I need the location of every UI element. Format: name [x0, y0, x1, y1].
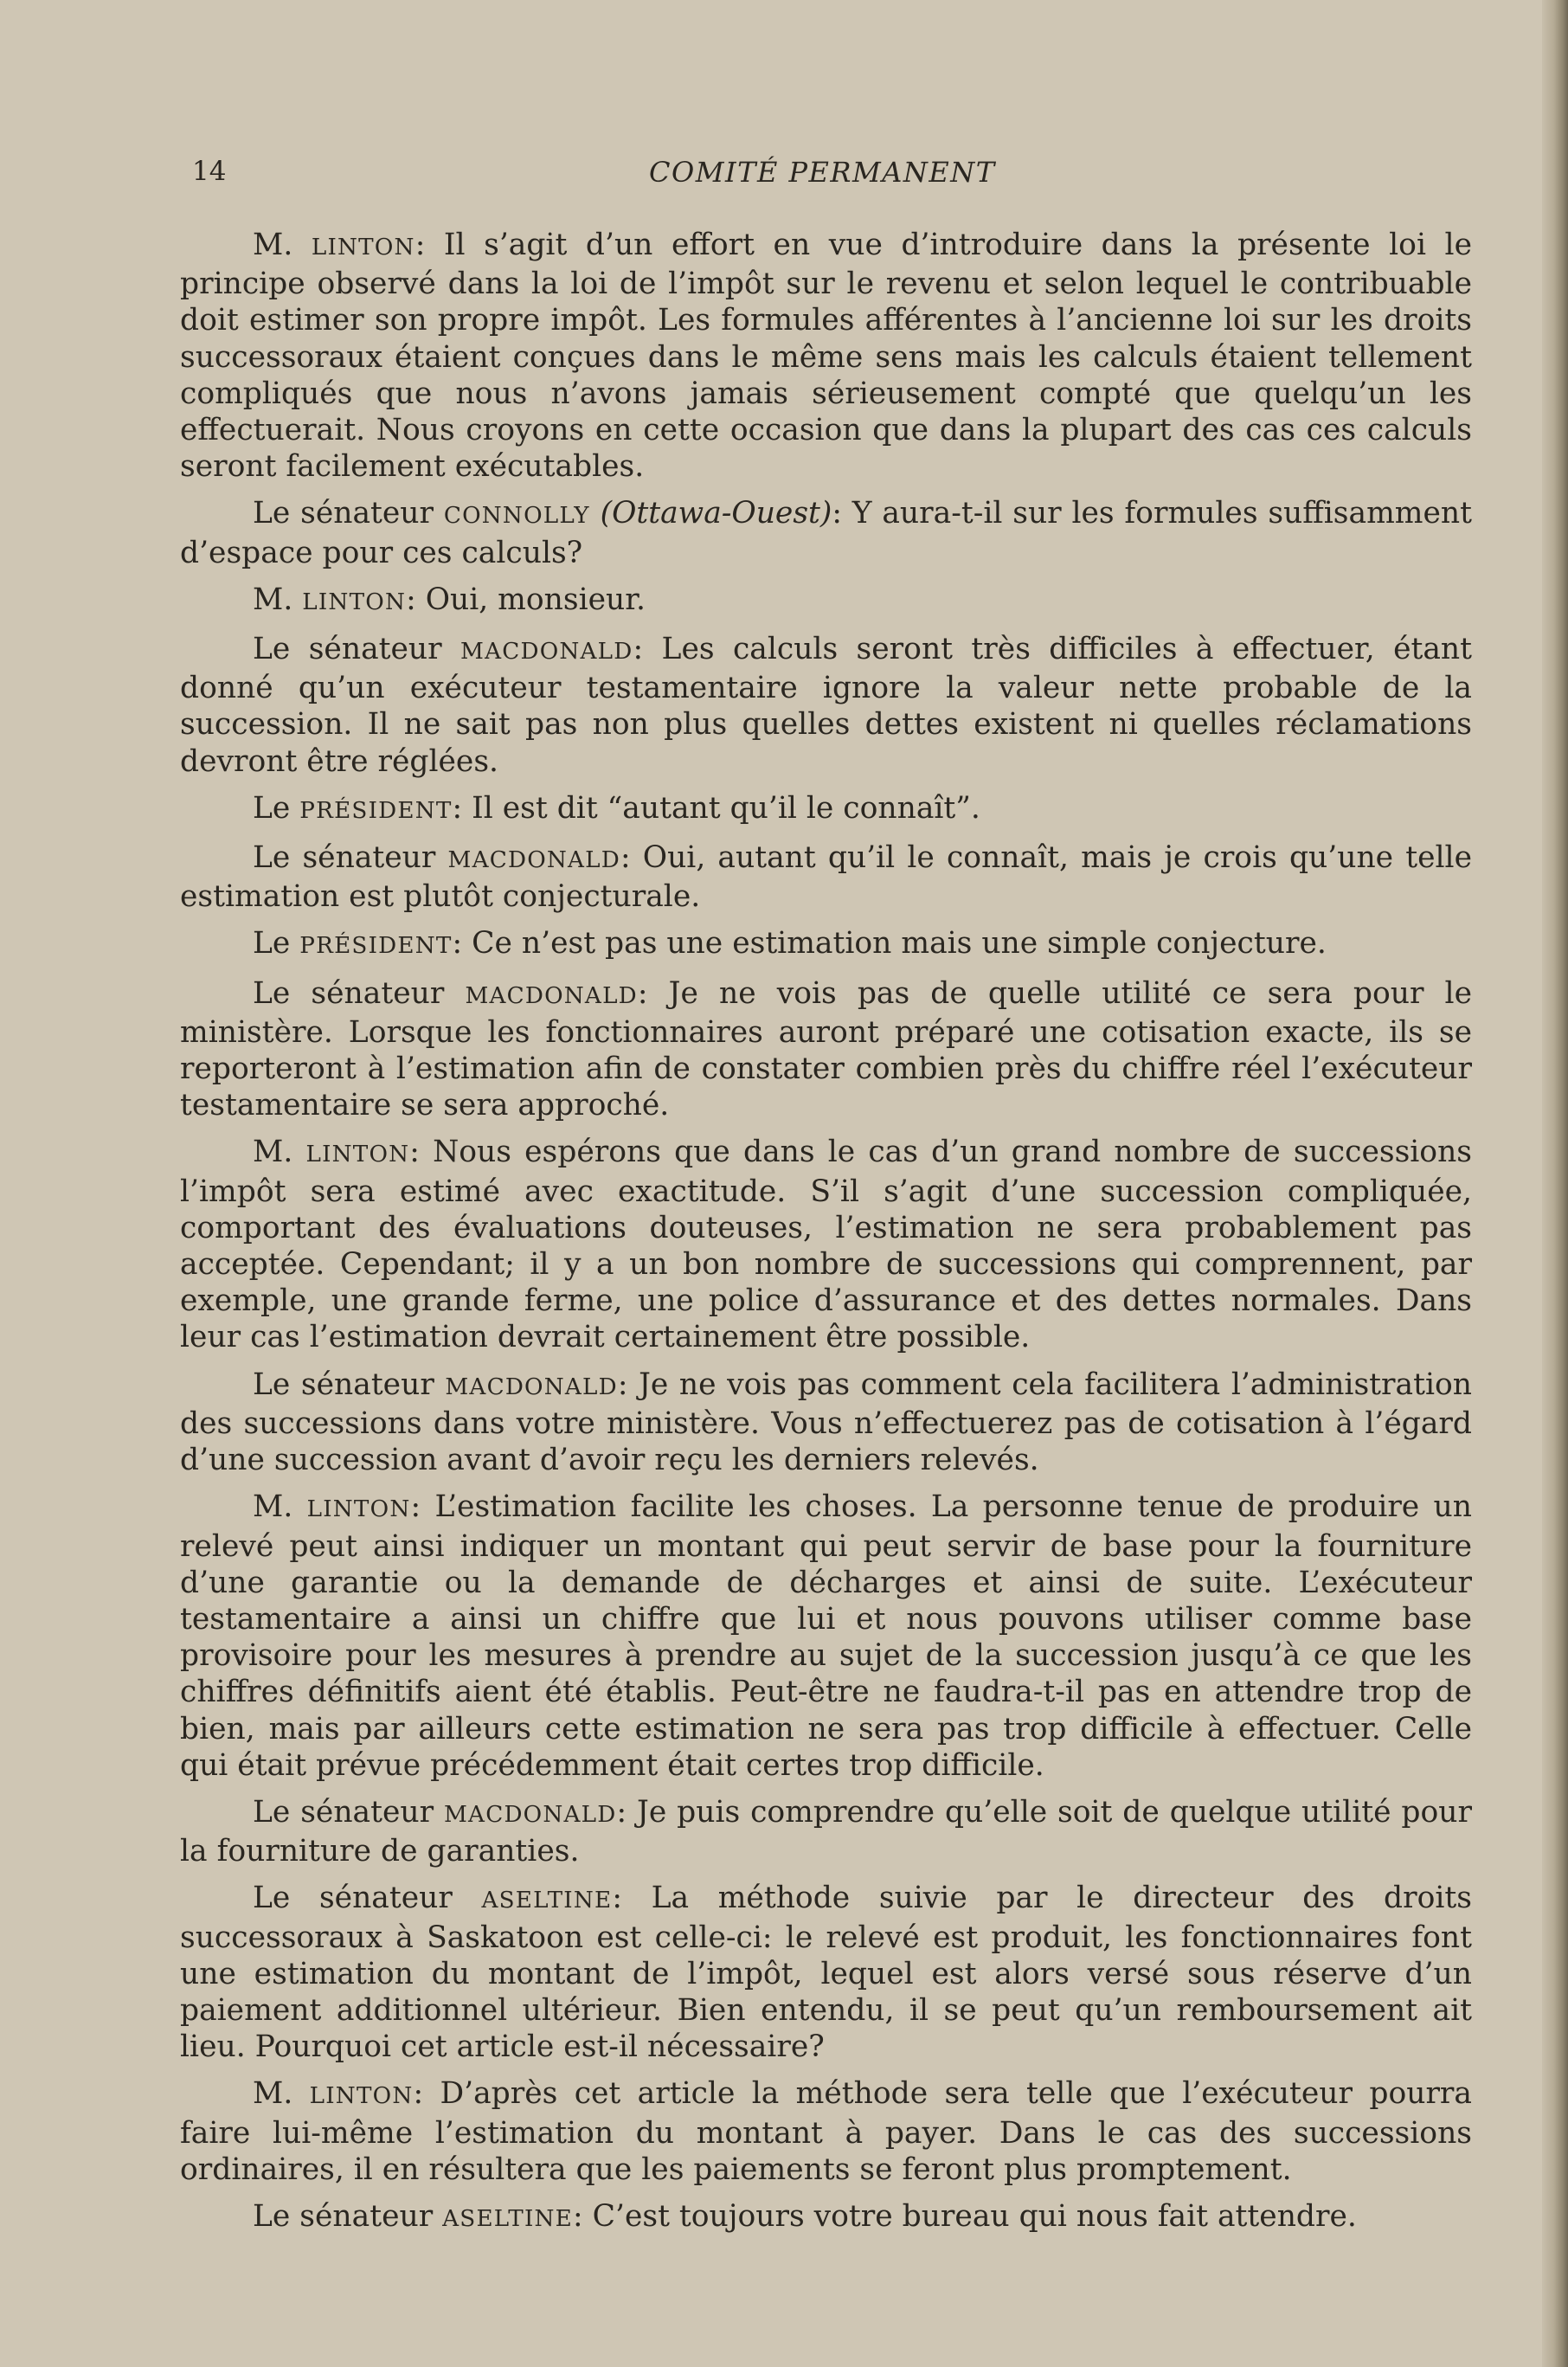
speaker-colon: : — [406, 582, 426, 617]
speaker-name: PRÉSIDENT — [299, 933, 453, 960]
speaker-colon: : — [620, 840, 643, 876]
speaker-title: Le sénateur — [253, 975, 466, 1011]
transcript-paragraph — [180, 582, 1472, 621]
speaker-title: Le sénateur — [253, 1794, 445, 1830]
speaker-colon: : — [452, 790, 472, 826]
transcript-paragraph — [180, 975, 1472, 1124]
paragraph-text: Je ne vois pas de quelle utilité ce sera pour le ministère. Lorsque les fonctionnaires auront préparé une cotisation exacte, ils se reporteront à l’estimation afin de constater combien près du chiffre réel l’exécuteur testamentaire se sera approché. — [180, 975, 1472, 1123]
transcript-paragraph — [180, 631, 1472, 780]
speaker-title: M. — [253, 1135, 306, 1170]
paragraph-text: Ce n’est pas une estimation mais une simple conjecture. — [472, 926, 1327, 962]
paragraph-text: Je ne vois pas comment cela facilitera l’administration des successions dans votre ministère. Vous n’effectuerez pas de cotisation à l’égard d’une succession avant d’avoir reçu les derniers relevés. — [180, 1367, 1472, 1478]
speaker-name: MACDONALD — [445, 1373, 618, 1400]
transcript-paragraph — [180, 1880, 1472, 2065]
paragraph-text: D’après cet article la méthode sera telle que l’exécuteur pourra faire lui-même l’estimation du montant à payer. Dans le cas des successions ordinaires, il en résultera que les paiements se feront plus promptement. — [180, 2076, 1472, 2187]
speaker-name: MACDONALD — [447, 847, 620, 874]
speaker-colon: : — [409, 1135, 434, 1170]
paragraph-text: Les calculs seront très difficiles à effectuer, étant donné qu’un exécuteur testamentaire ignore la valeur nette probable de la succession. Il ne sait pas non plus quelles dettes existent ni quelles réclamations devront être réglées. — [180, 632, 1472, 779]
speaker-title: M. — [253, 582, 303, 617]
paragraph-text: Nous espérons que dans le cas d’un grand nombre de successions l’impôt sera estimé avec exactitude. S’il s’agit d’une succession compliquée, comportant des évaluations douteuses, l’estimation ne sera probablement pas acceptée. Cependant; il y a un bon nombre de successions qui comprennent, par exemple, une grande ferme, une police d’assurance et des dettes normales. Dans leur cas l’estimation devrait certainement être possible. — [180, 1135, 1473, 1355]
speaker-title: Le sénateur — [253, 1367, 446, 1402]
transcript-paragraph — [180, 227, 1472, 485]
transcript-paragraph — [180, 1367, 1472, 1479]
paragraph-text: Il s’agit d’un effort en vue d’introduire dans la présente loi le principe observé dans la loi de l’impôt sur le revenu et selon lequel le contribuable doit estimer son propre impôt. Les formules afférentes à l’ancienne loi sur les droits successoraux étaient conçues dans le même sens mais les calculs étaient tellement compliqués que nous n’avons jamais sérieusement compté que quelqu’un les effectuerait. Nous croyons en cette occasion que dans la plupart des cas ces calculs seront facilement exécutables. — [180, 228, 1472, 485]
speaker-title: Le sénateur — [253, 1881, 482, 1916]
transcript-paragraph — [180, 790, 1472, 829]
speaker-colon: : — [612, 1881, 652, 1916]
speaker-colon: : — [633, 632, 662, 667]
speaker-title: Le sénateur — [253, 2198, 443, 2234]
speaker-riding: (Ottawa-Ouest) — [600, 496, 832, 531]
speaker-colon: : — [410, 1489, 435, 1525]
paragraph-text: Y aura-t-il sur les formules suffisamment d’espace pour ces calculs? — [180, 496, 1472, 570]
transcript-paragraph — [180, 2198, 1472, 2237]
paragraph-text: Il est dit “autant qu’il le connaît”. — [472, 790, 980, 826]
transcript-paragraph — [180, 495, 1472, 570]
transcript-paragraph — [180, 925, 1472, 964]
speaker-name: LINTON — [306, 1496, 411, 1523]
paragraph-text: L’estimation facilite les choses. La personne tenue de produire un relevé peut ainsi indiquer un montant qui peut servir de base pour la fourniture d’une garantie ou la demande de décharges et ainsi de suite. L’exécuteur testamentaire a ainsi un chiffre que lui et nous pouvons utiliser comme base provisoire pour les mesures à prendre au sujet de la succession jusqu’à ce que les chiffres définitifs aient été établis. Peut-être ne faudra-t-il pas en attendre trop de bien, mais par ailleurs cette estimation ne sera pas trop difficile à effectuer. Celle qui était prévue précédemment était certes trop difficile. — [180, 1489, 1472, 1783]
speaker-name: CONNOLLY — [443, 503, 590, 530]
speaker-colon: : — [573, 2198, 593, 2234]
transcript-paragraph — [180, 1794, 1472, 1869]
speaker-title: M. — [253, 2076, 310, 2112]
speaker-name: ASELTINE — [481, 1888, 613, 1914]
speaker-title: Le sénateur — [253, 632, 461, 667]
transcript-paragraph — [180, 1489, 1472, 1784]
paragraph-text: C’est toujours votre bureau qui nous fait attendre. — [592, 2198, 1357, 2234]
page-header — [182, 156, 1480, 201]
speaker-name: MACDONALD — [460, 639, 633, 666]
paragraph-text: Oui, autant qu’il le connaît, mais je crois qu’une telle estimation est plutôt conjecturale. — [180, 840, 1472, 915]
paragraph-text: La méthode suivie par le directeur des droits successoraux à Saskatoon est celle-ci: le relevé est produit, les fonctionnaires font une estimation du montant de l’impôt, lequel est alors versé sous réserve d’un paiement additionnel ultérieur. Bien entendu, il se peut qu’un remboursement ait lieu. Pourquoi cet article est-il nécessaire? — [180, 1881, 1472, 2065]
speaker-colon: : — [617, 1367, 639, 1402]
speaker-separator — [590, 496, 601, 531]
speaker-colon: : — [832, 496, 852, 531]
speaker-name: MACDONALD — [465, 982, 638, 1009]
speaker-title: Le — [253, 926, 300, 962]
speaker-title: Le sénateur — [253, 840, 448, 876]
transcript-paragraph — [180, 839, 1472, 915]
transcript-paragraph — [180, 2075, 1472, 2188]
speaker-title: M. — [253, 228, 312, 262]
paragraph-text: Je puis comprendre qu’elle soit de quelque utilité pour la fourniture de garanties. — [180, 1794, 1472, 1869]
speaker-name: LINTON — [305, 1142, 410, 1168]
speaker-colon: : — [414, 228, 444, 262]
speaker-colon: : — [413, 2076, 440, 2112]
speaker-colon: : — [616, 1794, 637, 1830]
paragraph-text: Oui, monsieur. — [425, 582, 646, 617]
speaker-name: MACDONALD — [444, 1801, 617, 1828]
speaker-title: M. — [253, 1489, 307, 1525]
speaker-name: LINTON — [302, 589, 407, 615]
speaker-title: Le — [253, 790, 300, 826]
speaker-colon: : — [452, 926, 472, 962]
speaker-title: Le sénateur — [253, 496, 444, 531]
page-edge-shadow — [1542, 0, 1568, 2367]
speaker-colon: : — [637, 975, 669, 1011]
speaker-name: PRÉSIDENT — [299, 797, 453, 824]
running-title: COMITÉ PERMANENT — [649, 156, 996, 189]
speaker-name: LINTON — [311, 235, 415, 260]
transcript-paragraph — [180, 1134, 1472, 1355]
speaker-name: LINTON — [309, 2083, 414, 2110]
transcript-body — [180, 227, 1472, 2248]
speaker-name: ASELTINE — [442, 2205, 574, 2232]
page-number: 14 — [192, 156, 227, 187]
